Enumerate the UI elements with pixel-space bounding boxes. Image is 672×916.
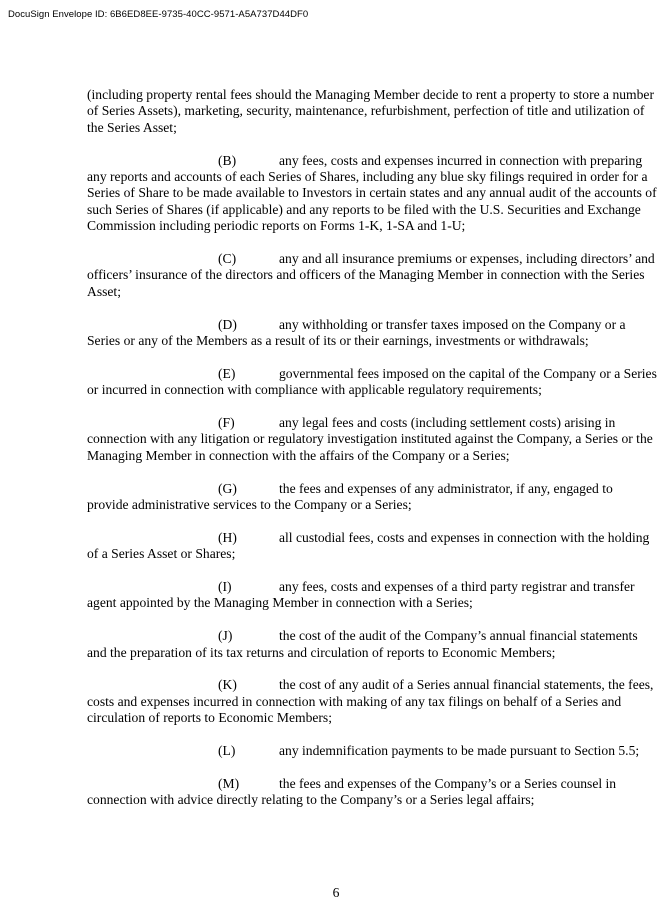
item-label: (G) — [218, 480, 237, 496]
item-label: (C) — [218, 251, 237, 267]
item-label: (B) — [218, 152, 237, 168]
list-item-m — [87, 776, 657, 809]
item-label: (E) — [218, 365, 236, 381]
list-item-k — [87, 677, 657, 726]
list-item-d — [87, 317, 657, 350]
item-text: the fees and expenses of the Company’s or a Series counsel in connection with advice directly relating to the Company’s or a Series legal affairs; — [87, 775, 617, 808]
item-text: any withholding or transfer taxes imposed on the Company or a Series or any of the Members as a result of its or their earnings, investments or withdrawals; — [87, 316, 626, 349]
item-text: any fees, costs and expenses incurred in connection with preparing any reports and accounts of each Series of Shares, including any blue sky filings required in order for a Series of Share to be made available to Investors in certain states and any annual audit of the accounts of such Series of Shares (if applicable) and any reports to be filed with the U.S. Securities and Exchange Commission including periodic reports on Forms 1-K, 1-SA and 1-U; — [87, 152, 657, 234]
item-label: (D) — [218, 316, 237, 332]
continuation-paragraph: (including property rental fees should the Managing Member decide to rent a property to store a number of Series Assets), marketing, security, maintenance, refurbishment, perfection of title and utilization of the Series Asset; — [87, 87, 654, 135]
item-text: the fees and expenses of any administrator, if any, engaged to provide administrative services to the Company or a Series; — [87, 480, 613, 513]
item-label: (J) — [218, 628, 233, 644]
item-label: (M) — [218, 775, 240, 791]
document-body — [87, 87, 657, 825]
list-item-h — [87, 530, 657, 563]
item-label: (H) — [218, 529, 237, 545]
item-label: (I) — [218, 579, 232, 595]
item-label: (F) — [218, 415, 235, 431]
item-text: any indemnification payments to be made pursuant to Section 5.5; — [279, 743, 640, 759]
list-item-g — [87, 481, 657, 514]
list-item-l — [87, 743, 657, 759]
docusign-envelope-id: DocuSign Envelope ID: 6B6ED8EE-9735-40CC-9571-A5A737D44DF0 — [8, 9, 309, 20]
list-item-j — [87, 628, 657, 661]
page-number: 6 — [332, 885, 340, 900]
item-label: (L) — [218, 743, 236, 759]
list-item-e — [87, 366, 657, 399]
item-text: all custodial fees, costs and expenses in connection with the holding of a Series Asset or Shares; — [87, 529, 650, 562]
list-item-f — [87, 415, 657, 464]
item-text: any fees, costs and expenses of a third party registrar and transfer agent appointed by the Managing Member in connection with a Series; — [87, 579, 635, 611]
item-text: any and all insurance premiums or expenses, including directors’ and officers’ insurance of the directors and officers of the Managing Member in connection with the Series Asset; — [87, 251, 655, 299]
list-item-c — [87, 251, 657, 300]
item-text: the cost of any audit of a Series annual financial statements, the fees, costs and expenses incurred in connection with making of any tax filings on behalf of a Series and circulation of reports to Economic Members; — [87, 677, 654, 726]
list-item-i — [87, 579, 657, 612]
item-label: (K) — [218, 677, 237, 693]
item-text: the cost of the audit of the Company’s annual financial statements and the preparation of its tax returns and circulation of reports to Economic Members; — [87, 628, 638, 660]
item-text: governmental fees imposed on the capital of the Company or a Series or incurred in connection with compliance with applicable regulatory requirements; — [87, 365, 657, 398]
list-item-b — [87, 153, 657, 235]
item-text: any legal fees and costs (including settlement costs) arising in connection with any litigation or regulatory investigation instituted against the Company, a Series or the Managing Member in connection with the affairs of the Company or a Series; — [87, 415, 653, 463]
